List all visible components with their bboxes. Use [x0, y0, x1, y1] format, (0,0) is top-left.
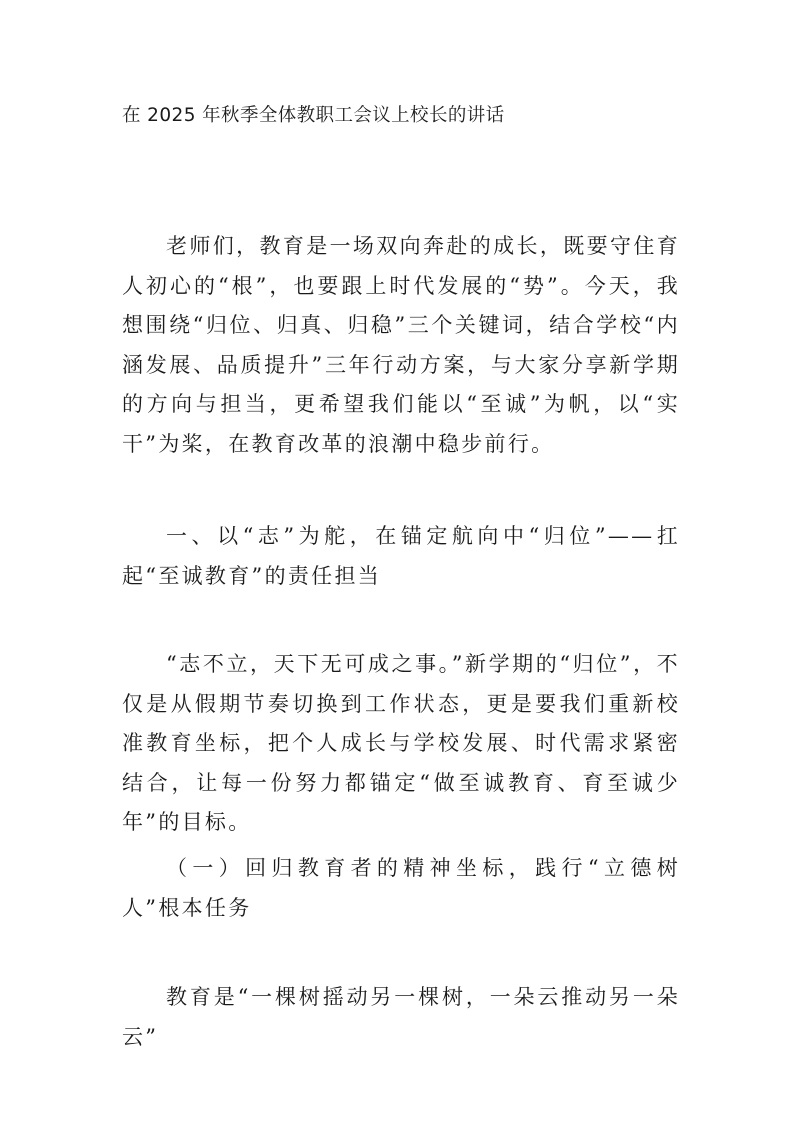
- subsection-heading-1: （一）回归教育者的精神坐标，践行“立德树人”根本任务: [122, 856, 680, 920]
- paragraph-subsection-1: 教育是“一棵树摇动另一棵树，一朵云推动另一朵云”: [122, 985, 680, 1049]
- section-heading-1: 一、以“志”为舵，在锚定航向中“归位”——扛起“至诚教育”的责任担当: [122, 524, 680, 588]
- paragraph-section-1: “志不立，天下无可成之事。”新学期的“归位”，不仅是从假期节奏切换到工作状态，更是要我们重新校准教育坐标，把个人成长与学校发展、时代需求紧密结合，让每一份努力都锚定“做至诚教育、育至诚少年”的目标。: [122, 652, 680, 834]
- paragraph-intro: 老师们，教育是一场双向奔赴的成长，既要守住育人初心的“根”，也要跟上时代发展的“势”。今天，我想围绕“归位、归真、归稳”三个关键词，结合学校“内涵发展、品质提升”三年行动方案，与大家分享新学期的方向与担当，更希望我们能以“至诚”为帆，以“实干”为桨，在教育改革的浪潮中稳步前行。: [122, 234, 680, 456]
- document-title: 在 2025 年秋季全体教职工会议上校长的讲话: [122, 105, 505, 126]
